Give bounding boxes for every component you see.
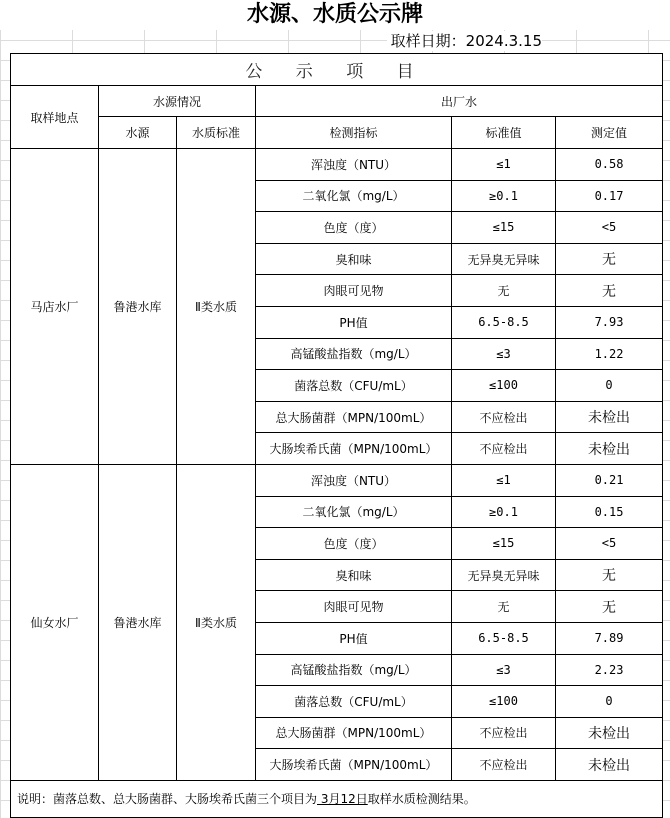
header-standard-value: 标准值 — [452, 117, 556, 149]
indicator-cell: 浑浊度（NTU） — [256, 464, 452, 496]
measured-value-cell: 无 — [556, 591, 663, 623]
water-quality-table — [10, 53, 663, 818]
measured-value-cell: 7.89 — [556, 622, 663, 654]
plant-name: 马店水厂 — [11, 149, 99, 465]
standard-value-cell: 无 — [452, 591, 556, 623]
standard-value-cell: ≤3 — [452, 654, 556, 686]
plant-standard: Ⅱ类水质 — [177, 149, 256, 465]
standard-value-cell: 6.5-8.5 — [452, 306, 556, 338]
measured-value-cell: 2.23 — [556, 654, 663, 686]
measured-value-cell: <5 — [556, 528, 663, 560]
note-prefix: 说明：菌落总数、总大肠菌群、大肠埃希氏菌三个项目为 — [17, 792, 318, 807]
standard-value-cell: ≥0.1 — [452, 496, 556, 528]
standard-value-cell: 无异臭无异味 — [452, 559, 556, 591]
standard-value-cell: 不应检出 — [452, 401, 556, 433]
standard-value-cell: 6.5-8.5 — [452, 622, 556, 654]
indicator-cell: 臭和味 — [256, 559, 452, 591]
table-row — [11, 149, 663, 181]
indicator-cell: PH值 — [256, 306, 452, 338]
header-source: 水源 — [99, 117, 177, 149]
section-title-row — [11, 54, 663, 86]
measured-value-cell: <5 — [556, 212, 663, 244]
header-measured-value: 测定值 — [556, 117, 663, 149]
indicator-cell: 二氧化氯（mg/L） — [256, 180, 452, 212]
page-title: 水源、水质公示牌 — [0, 0, 670, 30]
section-title: 公 示 项 目 — [11, 54, 663, 86]
indicator-cell: PH值 — [256, 622, 452, 654]
indicator-cell: 色度（度） — [256, 528, 452, 560]
plant-source: 鲁港水库 — [99, 464, 177, 780]
measured-value-cell: 0.58 — [556, 149, 663, 181]
standard-value-cell: 无异臭无异味 — [452, 243, 556, 275]
measured-value-cell: 0 — [556, 686, 663, 718]
sampling-date: 取样日期：2024.3.15 — [387, 31, 542, 51]
standard-value-cell: ≤1 — [452, 464, 556, 496]
standard-value-cell: ≤100 — [452, 686, 556, 718]
standard-value-cell: 不应检出 — [452, 433, 556, 465]
indicator-cell: 大肠埃希氏菌（MPN/100mL） — [256, 749, 452, 781]
indicator-cell: 高锰酸盐指数（mg/L） — [256, 654, 452, 686]
measured-value-cell: 0.21 — [556, 464, 663, 496]
indicator-cell: 浑浊度（NTU） — [256, 149, 452, 181]
standard-value-cell: ≤3 — [452, 338, 556, 370]
indicator-cell: 总大肠菌群（MPN/100mL） — [256, 401, 452, 433]
standard-value-cell: ≤100 — [452, 370, 556, 402]
indicator-cell: 臭和味 — [256, 243, 452, 275]
table-row — [11, 464, 663, 496]
header-indicator: 检测指标 — [256, 117, 452, 149]
header-location: 取样地点 — [11, 86, 99, 149]
indicator-cell: 总大肠菌群（MPN/100mL） — [256, 717, 452, 749]
measured-value-cell: 未检出 — [556, 717, 663, 749]
measured-value-cell: 未检出 — [556, 749, 663, 781]
indicator-cell: 菌落总数（CFU/mL） — [256, 370, 452, 402]
indicator-cell: 二氧化氯（mg/L） — [256, 496, 452, 528]
plant-source: 鲁港水库 — [99, 149, 177, 465]
measured-value-cell: 0.17 — [556, 180, 663, 212]
measured-value-cell: 未检出 — [556, 401, 663, 433]
indicator-cell: 色度（度） — [256, 212, 452, 244]
measured-value-cell: 无 — [556, 559, 663, 591]
standard-value-cell: 不应检出 — [452, 749, 556, 781]
header-factory-water: 出厂水 — [256, 86, 663, 117]
note-suffix: 取样水质检测结果。 — [367, 792, 476, 807]
standard-value-cell: ≥0.1 — [452, 180, 556, 212]
standard-value-cell: ≤15 — [452, 212, 556, 244]
standard-value-cell: 无 — [452, 275, 556, 307]
header-row-2 — [11, 117, 663, 149]
indicator-cell: 大肠埃希氏菌（MPN/100mL） — [256, 433, 452, 465]
header-row-1 — [11, 86, 663, 117]
measured-value-cell: 0.15 — [556, 496, 663, 528]
indicator-cell: 菌落总数（CFU/mL） — [256, 686, 452, 718]
measured-value-cell: 无 — [556, 243, 663, 275]
note-date: 3月12日 — [317, 792, 368, 807]
standard-value-cell: 不应检出 — [452, 717, 556, 749]
note — [11, 780, 663, 817]
header-quality-standard: 水质标准 — [177, 117, 256, 149]
header-source-info: 水源情况 — [99, 86, 256, 117]
standard-value-cell: ≤1 — [452, 149, 556, 181]
measured-value-cell: 7.93 — [556, 306, 663, 338]
indicator-cell: 肉眼可见物 — [256, 275, 452, 307]
measured-value-cell: 0 — [556, 370, 663, 402]
plant-standard: Ⅱ类水质 — [177, 464, 256, 780]
plant-name: 仙女水厂 — [11, 464, 99, 780]
indicator-cell: 肉眼可见物 — [256, 591, 452, 623]
indicator-cell: 高锰酸盐指数（mg/L） — [256, 338, 452, 370]
standard-value-cell: ≤15 — [452, 528, 556, 560]
measured-value-cell: 1.22 — [556, 338, 663, 370]
note-row — [11, 780, 663, 817]
measured-value-cell: 无 — [556, 275, 663, 307]
measured-value-cell: 未检出 — [556, 433, 663, 465]
